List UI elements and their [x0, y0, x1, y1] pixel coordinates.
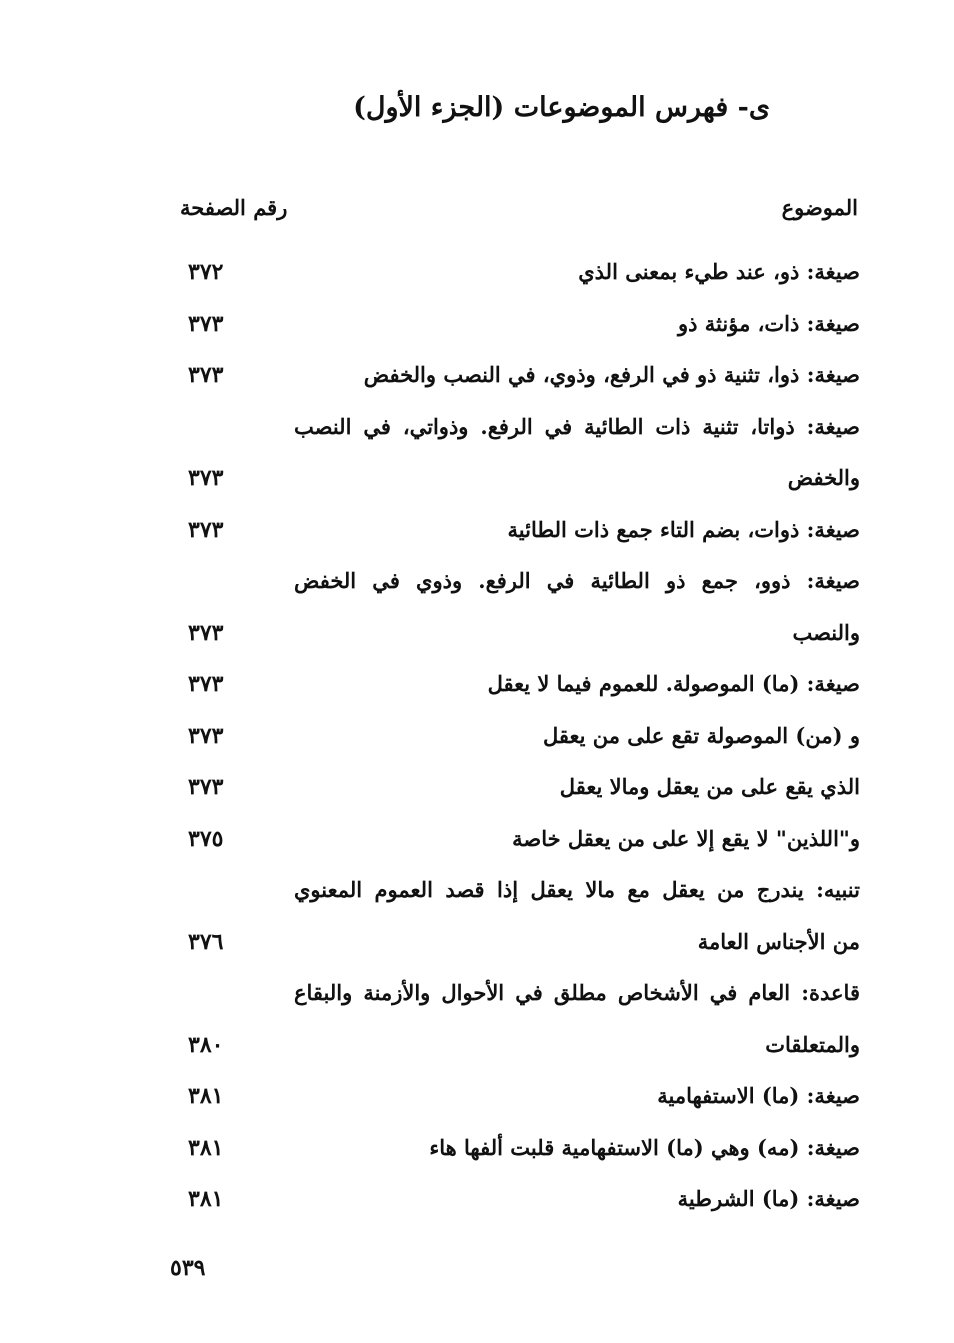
index-topic: صيغة: (مه) وهي (ما) الاستفهامية قلبت ألفها هاء	[429, 1134, 860, 1160]
index-page-number: ٣٧٥	[188, 825, 224, 852]
index-row	[0, 923, 954, 975]
index-page-number: ٣٧٣	[188, 516, 224, 543]
topic-column-header: الموضوع	[781, 195, 858, 220]
index-page-number: ٣٨١	[188, 1134, 224, 1161]
index-page-number: ٣٧٣	[188, 362, 224, 388]
page-number-column-header: رقم الصفحة	[180, 195, 288, 220]
index-page-number: ٣٧٢	[188, 259, 224, 285]
index-row	[0, 1129, 954, 1181]
index-row	[0, 1180, 954, 1232]
index-row	[0, 614, 954, 666]
index-topic: والمتعلقات	[765, 1031, 860, 1057]
index-topic: صيغة: ذات، مؤنثة ذو	[677, 310, 860, 336]
index-topic: و"اللذين" لا يقع إلا على من يعقل خاصة	[512, 825, 860, 851]
index-page-number: ٣٧٣	[188, 774, 224, 800]
index-topic: صيغة: ذوات، بضم التاء جمع ذات الطائية	[507, 516, 860, 542]
index-row	[0, 511, 954, 563]
index-topic: من الأجناس العامة	[697, 928, 860, 954]
index-topic: صيغة: ذوا، تثنية ذو في الرفع، وذوي، في النصب والخفض	[363, 362, 860, 387]
index-row	[0, 820, 954, 872]
index-row	[0, 871, 954, 923]
index-row	[0, 665, 954, 717]
index-page-number: ٣٧٣	[188, 310, 224, 337]
index-row	[0, 459, 954, 511]
index-row	[0, 768, 954, 820]
footer-page-number: ٥٣٩	[170, 1255, 206, 1281]
index-row	[0, 356, 954, 408]
index-topic: و (من) الموصولة تقع على من يعقل	[542, 722, 860, 748]
index-row	[0, 717, 954, 769]
index-page-number: ٣٧٣	[188, 465, 224, 491]
index-page-number: ٣٧٣	[188, 722, 224, 749]
index-row	[0, 1077, 954, 1129]
index-page-number: ٣٨١	[188, 1186, 224, 1212]
index-topic: صيغة: (ما) الموصولة. للعموم فيما لا يعقل	[487, 671, 860, 696]
index-row	[0, 408, 954, 460]
index-page-number: ٣٨١	[188, 1083, 224, 1109]
index-row	[0, 562, 954, 614]
index-row	[0, 1026, 954, 1078]
index-list	[0, 253, 954, 1232]
page-title: ى- فهرس الموضوعات (الجزء الأول)	[353, 92, 770, 123]
index-topic: والنصب	[792, 619, 860, 645]
index-page-number: ٣٧٣	[188, 671, 224, 697]
index-row	[0, 305, 954, 357]
index-topic: صيغة: ذو، عند طيء بمعنى الذي	[578, 259, 860, 284]
index-page-number: ٣٧٣	[188, 619, 224, 646]
index-topic: قاعدة: العام في الأشخاص مطلق في الأحوال والأزمنة والبقاع	[294, 980, 860, 1005]
index-topic: صيغة: ذواتا، تثنية ذات الطائية في الرفع. وذواتي، في النصب	[294, 413, 860, 439]
index-topic: والخفض	[787, 465, 860, 490]
index-topic: صيغة: ذوو، جمع ذو الطائية في الرفع. وذوي في الخفض	[294, 568, 860, 593]
index-row	[0, 253, 954, 305]
index-page-number: ٣٨٠	[188, 1031, 224, 1058]
index-row	[0, 974, 954, 1026]
index-page-number: ٣٧٦	[188, 928, 224, 955]
index-topic: صيغة: (ما) الشرطية	[677, 1186, 860, 1211]
index-topic: الذي يقع على من يعقل ومالا يعقل	[559, 774, 860, 799]
index-topic: تنبيه: يندرج من يعقل مع مالا يعقل إذا قصد العموم المعنوي	[294, 877, 860, 902]
index-topic: صيغة: (ما) الاستفهامية	[657, 1083, 860, 1108]
